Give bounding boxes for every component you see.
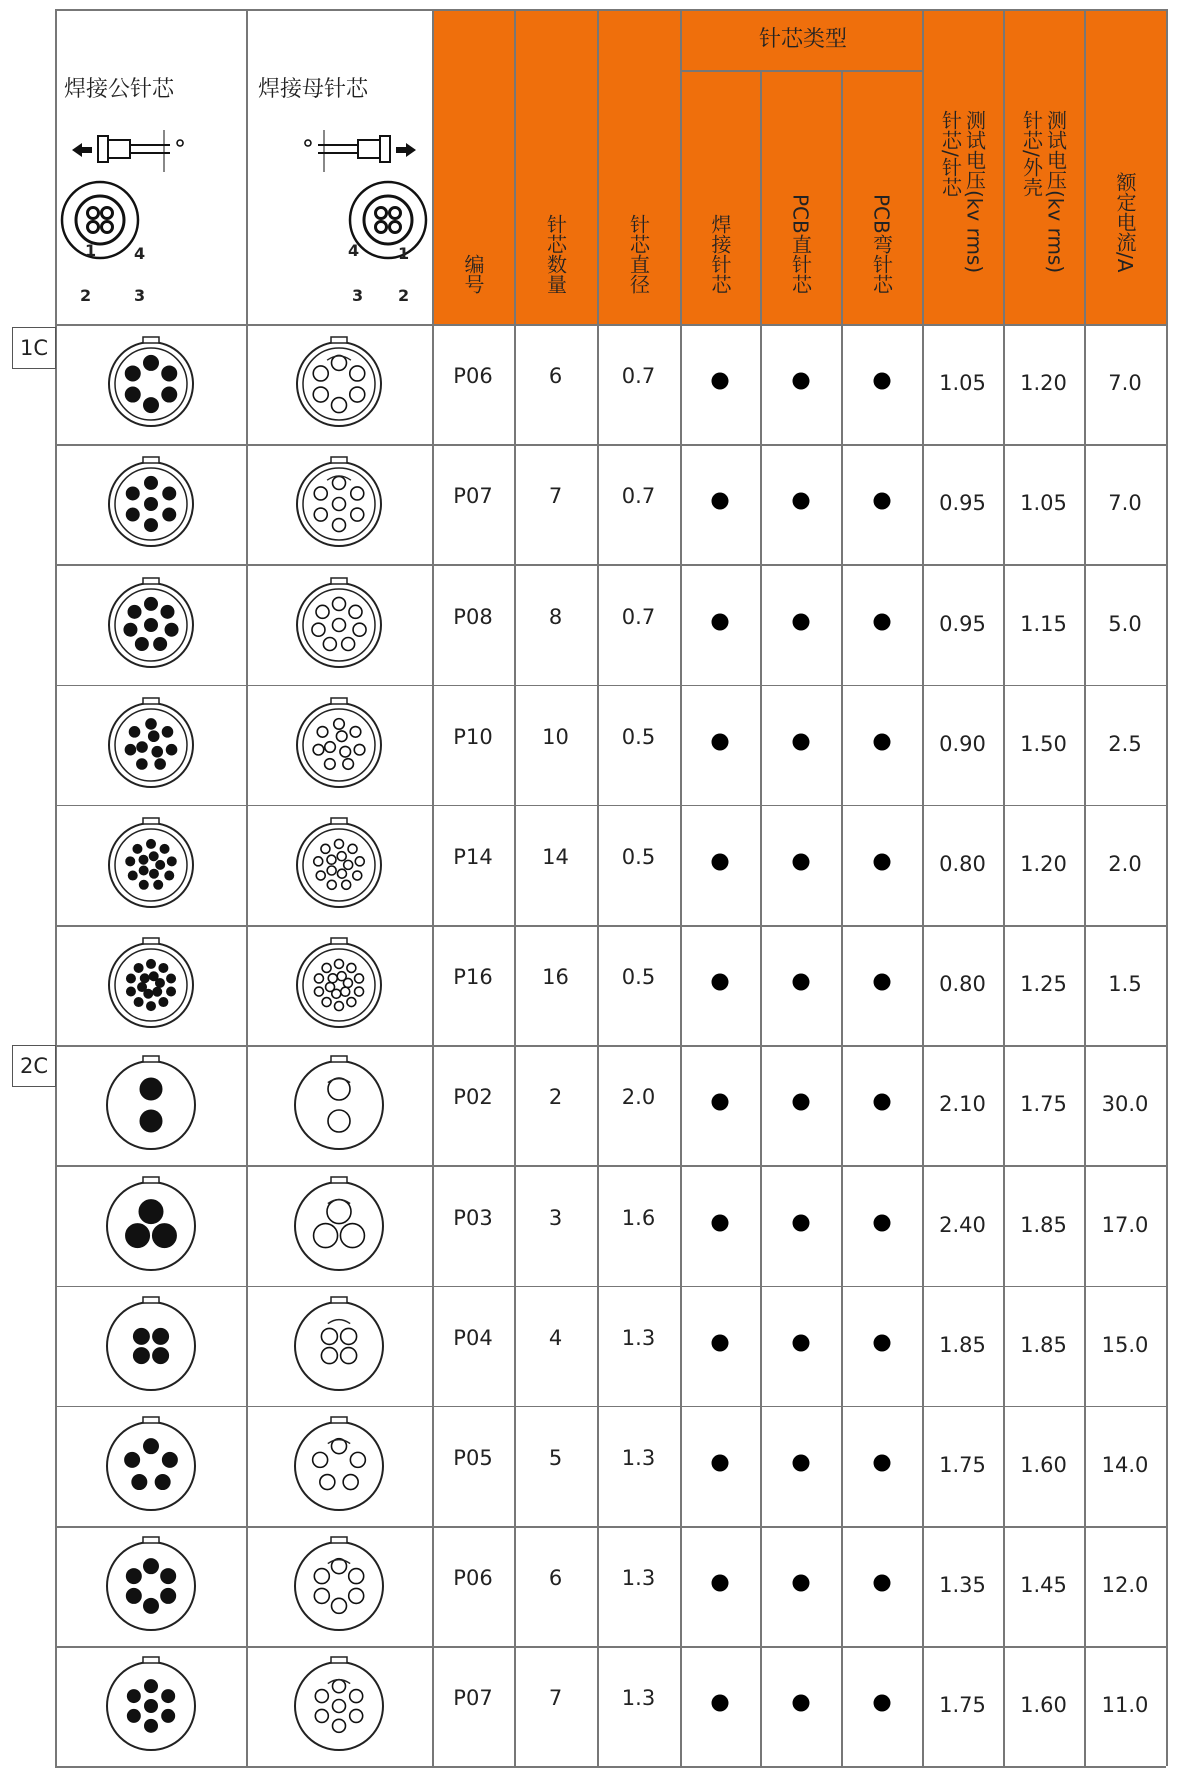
grid-line (55, 1286, 1166, 1288)
female-pin-diagram (284, 930, 394, 1040)
cell-pins: 2 (548, 1085, 563, 1110)
pin-type-dot (792, 733, 809, 750)
cell-current: 2.0 (1108, 851, 1142, 876)
cell-current: 14.0 (1101, 1452, 1149, 1477)
female-pin-diagram (284, 329, 394, 439)
cell-diameter: 0.5 (621, 724, 656, 749)
pin-type-dot (873, 853, 890, 870)
grid-line (1084, 9, 1086, 1766)
pin-type-dot (712, 1454, 729, 1471)
pin-type-dot (792, 853, 809, 870)
grid-line (1003, 9, 1005, 1766)
cell-v-pin: 0.95 (939, 491, 986, 516)
diagram-number: 2 (80, 286, 92, 305)
col-pin-count-header: 针芯数量 (543, 214, 568, 294)
cell-v-shell: 1.05 (1020, 491, 1067, 516)
grid-line (246, 9, 248, 1766)
col-pcb-bent-header: PCB弯针芯 (869, 194, 894, 294)
cell-diameter: 0.5 (621, 965, 656, 990)
male-pin-diagram (96, 1411, 206, 1521)
female-pin-diagram (284, 449, 394, 559)
cell-current: 2.5 (1108, 731, 1142, 756)
cell-v-pin: 1.05 (939, 371, 986, 396)
cell-v-shell: 1.60 (1020, 1693, 1067, 1718)
pin-type-dot (712, 493, 729, 510)
cell-code: P10 (453, 724, 493, 749)
grid-line (55, 805, 1166, 807)
pin-type-dot (873, 1575, 890, 1592)
pin-type-dot (712, 1575, 729, 1592)
cell-diameter: 0.7 (621, 484, 656, 509)
grid-line (432, 9, 434, 1766)
cell-code: P14 (453, 844, 493, 869)
cell-pins: 14 (542, 844, 569, 869)
col-pcb-straight-header: PCB直针芯 (788, 194, 813, 294)
female-header-diagram (243, 75, 433, 265)
male-header-diagram (55, 75, 245, 265)
grid-line (55, 1165, 1166, 1167)
male-pin-diagram (96, 449, 206, 559)
pin-type-group-header: 针芯类型 (759, 27, 848, 52)
grid-line (55, 925, 1166, 927)
pin-type-dot (792, 974, 809, 991)
grid-line (55, 1406, 1166, 1408)
cell-v-shell: 1.50 (1020, 731, 1067, 756)
grid-line (760, 70, 762, 1766)
pin-type-dot (792, 1214, 809, 1231)
pin-type-dot (712, 613, 729, 630)
cell-code: P04 (453, 1325, 493, 1350)
male-pin-diagram (96, 810, 206, 920)
cell-current: 1.5 (1108, 972, 1142, 997)
cell-diameter: 0.7 (621, 604, 656, 629)
cell-code: P08 (453, 604, 493, 629)
pin-type-dot (873, 1454, 890, 1471)
cell-current: 15.0 (1101, 1332, 1149, 1357)
cell-v-pin: 2.40 (939, 1212, 986, 1237)
col-pin-diameter-header: 针芯直径 (626, 214, 651, 294)
grid-line (55, 444, 1166, 446)
female-pin-diagram (284, 1531, 394, 1641)
grid-line (1166, 9, 1168, 1766)
cell-pins: 5 (548, 1445, 563, 1470)
cell-v-shell: 1.25 (1020, 972, 1067, 997)
cell-v-pin: 1.75 (939, 1452, 986, 1477)
pin-type-dot (792, 373, 809, 390)
male-pin-diagram (96, 1651, 206, 1761)
cell-diameter: 1.6 (621, 1205, 656, 1230)
cell-code: P02 (453, 1085, 493, 1110)
pin-type-dot (712, 733, 729, 750)
cell-v-shell: 1.75 (1020, 1092, 1067, 1117)
grid-line (55, 1045, 1166, 1047)
cell-code: P16 (453, 965, 493, 990)
cell-current: 7.0 (1108, 371, 1142, 396)
female-pin-diagram (284, 1291, 394, 1401)
cell-diameter: 0.5 (621, 844, 656, 869)
grid-line (922, 9, 924, 1766)
group-label: 1C (12, 327, 56, 369)
cell-v-shell: 1.85 (1020, 1212, 1067, 1237)
cell-v-pin: 1.85 (939, 1332, 986, 1357)
grid-line (55, 324, 1166, 326)
pin-type-dot (873, 1094, 890, 1111)
male-pin-diagram (96, 1171, 206, 1281)
grid-line (841, 70, 843, 1766)
cell-diameter: 1.3 (621, 1445, 656, 1470)
cell-pins: 8 (548, 604, 563, 629)
pin-type-dot (792, 1094, 809, 1111)
male-pin-diagram (96, 690, 206, 800)
male-pin-diagram (96, 1050, 206, 1160)
pin-type-dot (792, 1334, 809, 1351)
cell-current: 12.0 (1101, 1573, 1149, 1598)
pin-type-dot (712, 1334, 729, 1351)
col-rated-current-header: 额定电流/A (1113, 172, 1137, 273)
grid-line (55, 9, 1166, 11)
female-pin-diagram (284, 690, 394, 800)
grid-line (514, 9, 516, 1766)
pin-type-dot (792, 1575, 809, 1592)
diagram-number: 3 (352, 286, 364, 305)
cell-current: 5.0 (1108, 611, 1142, 636)
grid-line (55, 564, 1166, 566)
grid-line (55, 1766, 1166, 1768)
grid-line (680, 9, 682, 1766)
female-pin-diagram (284, 1171, 394, 1281)
diagram-number: 1 (85, 241, 97, 260)
pin-type-dot (873, 493, 890, 510)
male-pin-diagram (96, 1291, 206, 1401)
diagram-number: 1 (398, 244, 410, 263)
male-pin-diagram (96, 570, 206, 680)
female-pin-diagram (284, 1411, 394, 1521)
cell-v-shell: 1.45 (1020, 1573, 1067, 1598)
cell-current: 7.0 (1108, 491, 1142, 516)
col-code-header: 编号 (461, 254, 485, 294)
cell-v-pin: 0.80 (939, 851, 986, 876)
male-pin-diagram (96, 1531, 206, 1641)
pin-type-dot (712, 974, 729, 991)
female-pin-diagram (284, 1651, 394, 1761)
cell-v-pin: 2.10 (939, 1092, 986, 1117)
pin-type-dot (873, 733, 890, 750)
cell-code: P06 (453, 1566, 493, 1591)
female-pin-diagram (284, 570, 394, 680)
pin-type-dot (792, 613, 809, 630)
cell-v-shell: 1.20 (1020, 371, 1067, 396)
male-pin-diagram (96, 930, 206, 1040)
col-solder-header: 焊接针芯 (708, 214, 732, 294)
cell-pins: 6 (548, 1566, 563, 1591)
diagram-number: 2 (398, 286, 410, 305)
cell-pins: 3 (548, 1205, 563, 1230)
cell-v-pin: 1.75 (939, 1693, 986, 1718)
cell-pins: 4 (548, 1325, 563, 1350)
pin-type-dot (873, 1695, 890, 1712)
pin-type-dot (792, 1695, 809, 1712)
cell-current: 17.0 (1101, 1212, 1149, 1237)
pin-type-dot (712, 1695, 729, 1712)
male-pin-header: 焊接公针芯 (64, 77, 175, 102)
cell-diameter: 2.0 (621, 1085, 656, 1110)
cell-code: P03 (453, 1205, 493, 1230)
female-pin-header: 焊接母针芯 (258, 77, 369, 102)
cell-pins: 16 (542, 965, 569, 990)
pin-type-dot (873, 974, 890, 991)
group-label: 2C (12, 1045, 56, 1087)
cell-v-pin: 0.80 (939, 972, 986, 997)
diagram-number: 4 (134, 244, 146, 263)
cell-pins: 6 (548, 364, 563, 389)
pin-type-dot (712, 373, 729, 390)
cell-diameter: 1.3 (621, 1325, 656, 1350)
cell-v-pin: 1.35 (939, 1573, 986, 1598)
pin-type-dot (792, 1454, 809, 1471)
pin-type-dot (712, 1214, 729, 1231)
grid-line (55, 1646, 1166, 1648)
cell-code: P07 (453, 484, 493, 509)
grid-line (680, 70, 922, 72)
cell-pins: 10 (542, 724, 569, 749)
pin-type-dot (873, 1334, 890, 1351)
cell-v-shell: 1.20 (1020, 851, 1067, 876)
pin-type-dot (792, 493, 809, 510)
pin-type-dot (712, 853, 729, 870)
grid-line (55, 1526, 1166, 1528)
female-pin-diagram (284, 1050, 394, 1160)
cell-code: P05 (453, 1445, 493, 1470)
cell-current: 11.0 (1101, 1693, 1149, 1718)
pin-type-dot (873, 373, 890, 390)
female-pin-diagram (284, 810, 394, 920)
col-test-voltage-pin-pin-header: 测试电压(kv rms) 针芯/针芯 (938, 110, 987, 274)
cell-current: 30.0 (1101, 1092, 1149, 1117)
cell-diameter: 1.3 (621, 1566, 656, 1591)
grid-line (55, 685, 1166, 687)
cell-pins: 7 (548, 484, 563, 509)
cell-v-shell: 1.85 (1020, 1332, 1067, 1357)
cell-v-pin: 0.95 (939, 611, 986, 636)
diagram-number: 3 (134, 286, 146, 305)
col-test-voltage-pin-shell-header: 测试电压(kv rms) 针芯/外壳 (1019, 110, 1068, 274)
cell-diameter: 0.7 (621, 364, 656, 389)
male-pin-diagram (96, 329, 206, 439)
grid-line (597, 9, 599, 1766)
cell-diameter: 1.3 (621, 1686, 656, 1711)
pin-type-dot (712, 1094, 729, 1111)
grid-line (55, 9, 57, 1766)
pin-type-dot (873, 1214, 890, 1231)
cell-v-shell: 1.60 (1020, 1452, 1067, 1477)
diagram-number: 4 (348, 241, 360, 260)
cell-pins: 7 (548, 1686, 563, 1711)
cell-code: P06 (453, 364, 493, 389)
cell-v-shell: 1.15 (1020, 611, 1067, 636)
cell-v-pin: 0.90 (939, 731, 986, 756)
pin-type-dot (873, 613, 890, 630)
cell-code: P07 (453, 1686, 493, 1711)
